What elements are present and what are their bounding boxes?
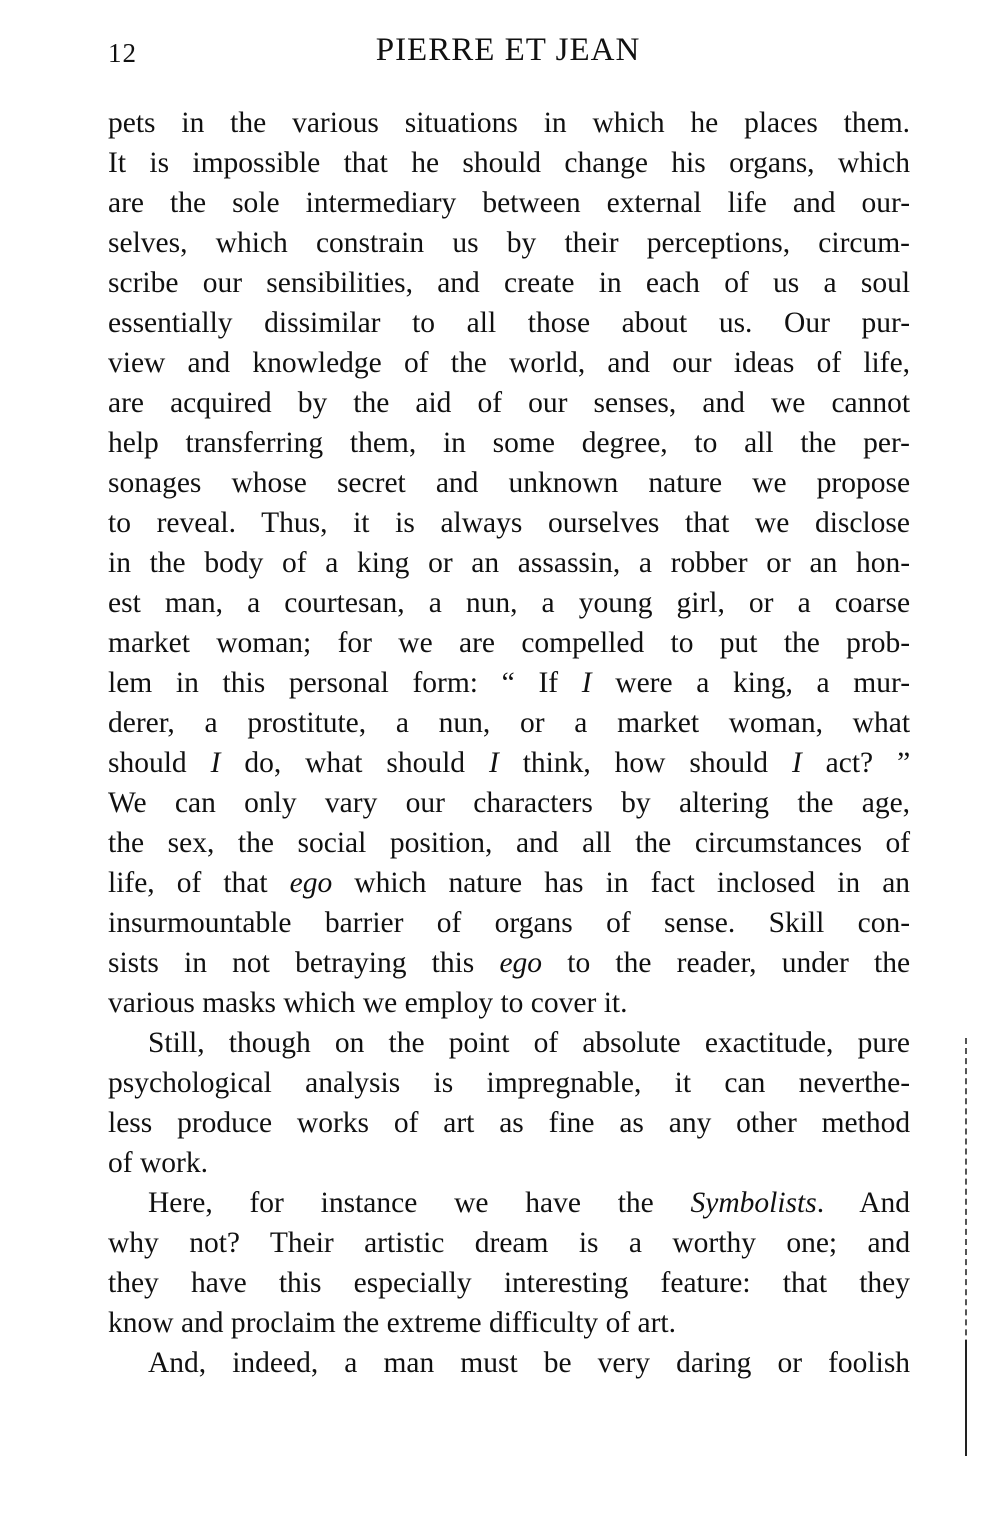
text-line: sonages whose secret and unknown nature we propose bbox=[108, 467, 911, 499]
running-header bbox=[108, 32, 908, 76]
page-number: 12 bbox=[108, 38, 137, 68]
text-line: are acquired by the aid of our senses, and we cannot bbox=[108, 387, 911, 419]
text-line: Still, though on the point of absolute exactitude, pure bbox=[148, 1027, 911, 1059]
text-line: It is impossible that he should change his organs, which bbox=[108, 147, 910, 179]
text-line: life, of that ego which nature has in fact inclosed in an bbox=[108, 867, 911, 899]
text-line: know and proclaim the extreme difficulty of art. bbox=[108, 1307, 677, 1339]
italic-word: I bbox=[210, 747, 221, 779]
italic-word: ego bbox=[499, 947, 543, 979]
text-line: insurmountable barrier of organs of sense. Skill con- bbox=[108, 907, 911, 939]
italic-word: I bbox=[581, 667, 592, 699]
text-line: view and knowledge of the world, and our ideas of life, bbox=[108, 347, 911, 379]
text-line: of work. bbox=[108, 1147, 208, 1179]
text-line: pets in the various situations in which he places them. bbox=[108, 107, 911, 139]
italic-word: I bbox=[488, 747, 499, 779]
text-line: to reveal. Thus, it is always ourselves that we disclose bbox=[108, 507, 910, 539]
text-line: they have this especially interesting feature: that they bbox=[108, 1267, 911, 1299]
text-line: less produce works of art as fine as any other method bbox=[108, 1107, 911, 1139]
italic-word: Symbolists bbox=[690, 1187, 817, 1219]
text-line: And, indeed, a man must be very daring or foolish bbox=[148, 1347, 911, 1379]
text-line: derer, a prostitute, a nun, or a market woman, what bbox=[108, 707, 911, 739]
running-title: PIERRE ET JEAN bbox=[375, 32, 641, 68]
text-line: est man, a courtesan, a nun, a young girl, or a coarse bbox=[108, 587, 911, 619]
text-line: in the body of a king or an assassin, a robber or an hon- bbox=[108, 547, 911, 579]
body-text bbox=[108, 103, 910, 1383]
margin-scan-mark-solid bbox=[965, 1340, 970, 1456]
text-line: essentially dissimilar to all those about us. Our pur- bbox=[108, 307, 911, 339]
text-line: sists in not betraying this ego to the reader, under the bbox=[108, 947, 911, 979]
italic-word: I bbox=[791, 747, 802, 779]
text-line: lem in this personal form: “ If I were a king, a mur- bbox=[108, 667, 911, 699]
text-line: We can only vary our characters by altering the age, bbox=[108, 787, 911, 819]
text-line: psychological analysis is impregnable, it can neverthe- bbox=[108, 1067, 911, 1099]
text-line: should I do, what should I think, how should I act? ” bbox=[108, 747, 911, 779]
text-line: scribe our sensibilities, and create in each of us a soul bbox=[108, 267, 911, 299]
text-line: Here, for instance we have the Symbolists. And bbox=[148, 1187, 911, 1219]
text-line: the sex, the social position, and all the circumstances of bbox=[108, 827, 911, 859]
text-line: why not? Their artistic dream is a worthy one; and bbox=[108, 1227, 911, 1259]
text-line: help transferring them, in some degree, to all the per- bbox=[108, 427, 911, 459]
text-line: selves, which constrain us by their perceptions, circum- bbox=[108, 227, 911, 259]
text-line: various masks which we employ to cover it. bbox=[108, 987, 628, 1019]
text-line: are the sole intermediary between external life and our- bbox=[108, 187, 911, 219]
italic-word: ego bbox=[289, 867, 333, 899]
text-line: market woman; for we are compelled to put the prob- bbox=[108, 627, 911, 659]
